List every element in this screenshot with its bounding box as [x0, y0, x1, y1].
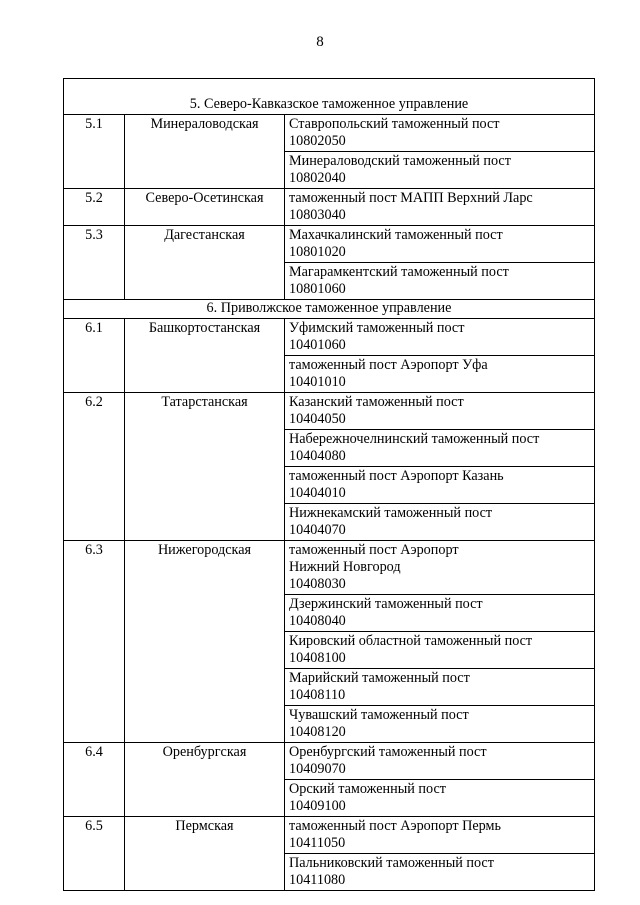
customs-post [285, 115, 595, 152]
post-name: Нижнекамский таможенный пост [289, 505, 493, 521]
customs-post [285, 430, 595, 467]
post-code: 10411080 [289, 872, 346, 888]
post-name: Набережночелнинский таможенный пост [289, 431, 540, 447]
customs-post [285, 467, 595, 504]
post-name: таможенный пост Аэропорт Казань [289, 468, 504, 484]
post-name: Дзержинский таможенный пост [289, 596, 483, 612]
table-row [64, 393, 595, 430]
post-name: Казанский таможенный пост [289, 394, 464, 410]
customs-post [285, 319, 595, 356]
post-code: 10408100 [289, 650, 346, 666]
post-name: Уфимский таможенный пост [289, 320, 465, 336]
post-name: Кировский областной таможенный пост [289, 633, 533, 649]
post-name: Магарамкентский таможенный пост [289, 264, 509, 280]
post-code: 10802040 [289, 170, 346, 186]
post-name: Нижний Новгород [289, 559, 401, 575]
customs-department: Северо-Осетинская [125, 189, 285, 226]
post-name: таможенный пост МАПП Верхний Ларс [289, 190, 533, 206]
section-title: 6. Приволжское таможенное управление [64, 300, 595, 319]
customs-department: Минераловодская [125, 115, 285, 189]
post-code: 10404080 [289, 448, 346, 464]
post-code: 10803040 [289, 207, 346, 223]
post-code: 10408030 [289, 576, 346, 592]
table-row [64, 817, 595, 854]
customs-post [285, 632, 595, 669]
post-code: 10801020 [289, 244, 346, 260]
post-code: 10401060 [289, 337, 346, 353]
row-number: 6.3 [64, 541, 125, 743]
customs-department: Пермская [125, 817, 285, 891]
customs-post [285, 817, 595, 854]
customs-posts-table [63, 78, 595, 891]
post-code: 10404050 [289, 411, 346, 427]
post-code: 10409100 [289, 798, 346, 814]
table-row [64, 541, 595, 595]
customs-department: Татарстанская [125, 393, 285, 541]
post-name: Марийский таможенный пост [289, 670, 470, 686]
table-row [64, 743, 595, 780]
row-number: 6.4 [64, 743, 125, 817]
customs-post [285, 541, 595, 595]
post-code: 10408040 [289, 613, 346, 629]
row-number: 5.2 [64, 189, 125, 226]
customs-post [285, 504, 595, 541]
post-code: 10408110 [289, 687, 346, 703]
section-header-row [64, 79, 595, 115]
customs-post [285, 595, 595, 632]
post-name: Орский таможенный пост [289, 781, 446, 797]
row-number: 6.1 [64, 319, 125, 393]
post-name: таможенный пост Аэропорт Уфа [289, 357, 488, 373]
customs-post [285, 393, 595, 430]
customs-post [285, 189, 595, 226]
post-name: таможенный пост Аэропорт Пермь [289, 818, 501, 834]
section-title: 5. Северо-Кавказское таможенное управление [64, 79, 595, 115]
table-row [64, 319, 595, 356]
post-code: 10801060 [289, 281, 346, 297]
customs-post [285, 263, 595, 300]
table-body [64, 79, 595, 891]
table-row [64, 226, 595, 263]
post-name: Махачкалинский таможенный пост [289, 227, 503, 243]
customs-post [285, 226, 595, 263]
post-name: Ставропольский таможенный пост [289, 116, 500, 132]
post-code: 10802050 [289, 133, 346, 149]
customs-post [285, 356, 595, 393]
customs-department: Нижегородская [125, 541, 285, 743]
row-number: 6.5 [64, 817, 125, 891]
post-name: Чувашский таможенный пост [289, 707, 469, 723]
table-row [64, 189, 595, 226]
post-name: Минераловодский таможенный пост [289, 153, 511, 169]
post-code: 10404010 [289, 485, 346, 501]
customs-department: Оренбургская [125, 743, 285, 817]
table-row [64, 115, 595, 152]
customs-post [285, 706, 595, 743]
customs-post [285, 669, 595, 706]
customs-post [285, 780, 595, 817]
row-number: 5.3 [64, 226, 125, 300]
customs-post [285, 743, 595, 780]
section-header-row [64, 300, 595, 319]
customs-department: Башкортостанская [125, 319, 285, 393]
post-name: Оренбургский таможенный пост [289, 744, 487, 760]
post-name: Пальниковский таможенный пост [289, 855, 494, 871]
row-number: 5.1 [64, 115, 125, 189]
customs-post [285, 152, 595, 189]
customs-post [285, 854, 595, 891]
post-name: таможенный пост Аэропорт [289, 542, 459, 558]
page-number: 8 [316, 34, 324, 50]
post-code: 10409070 [289, 761, 346, 777]
post-code: 10411050 [289, 835, 346, 851]
post-code: 10404070 [289, 522, 346, 538]
row-number: 6.2 [64, 393, 125, 541]
post-code: 10401010 [289, 374, 346, 390]
post-code: 10408120 [289, 724, 346, 740]
customs-department: Дагестанская [125, 226, 285, 300]
